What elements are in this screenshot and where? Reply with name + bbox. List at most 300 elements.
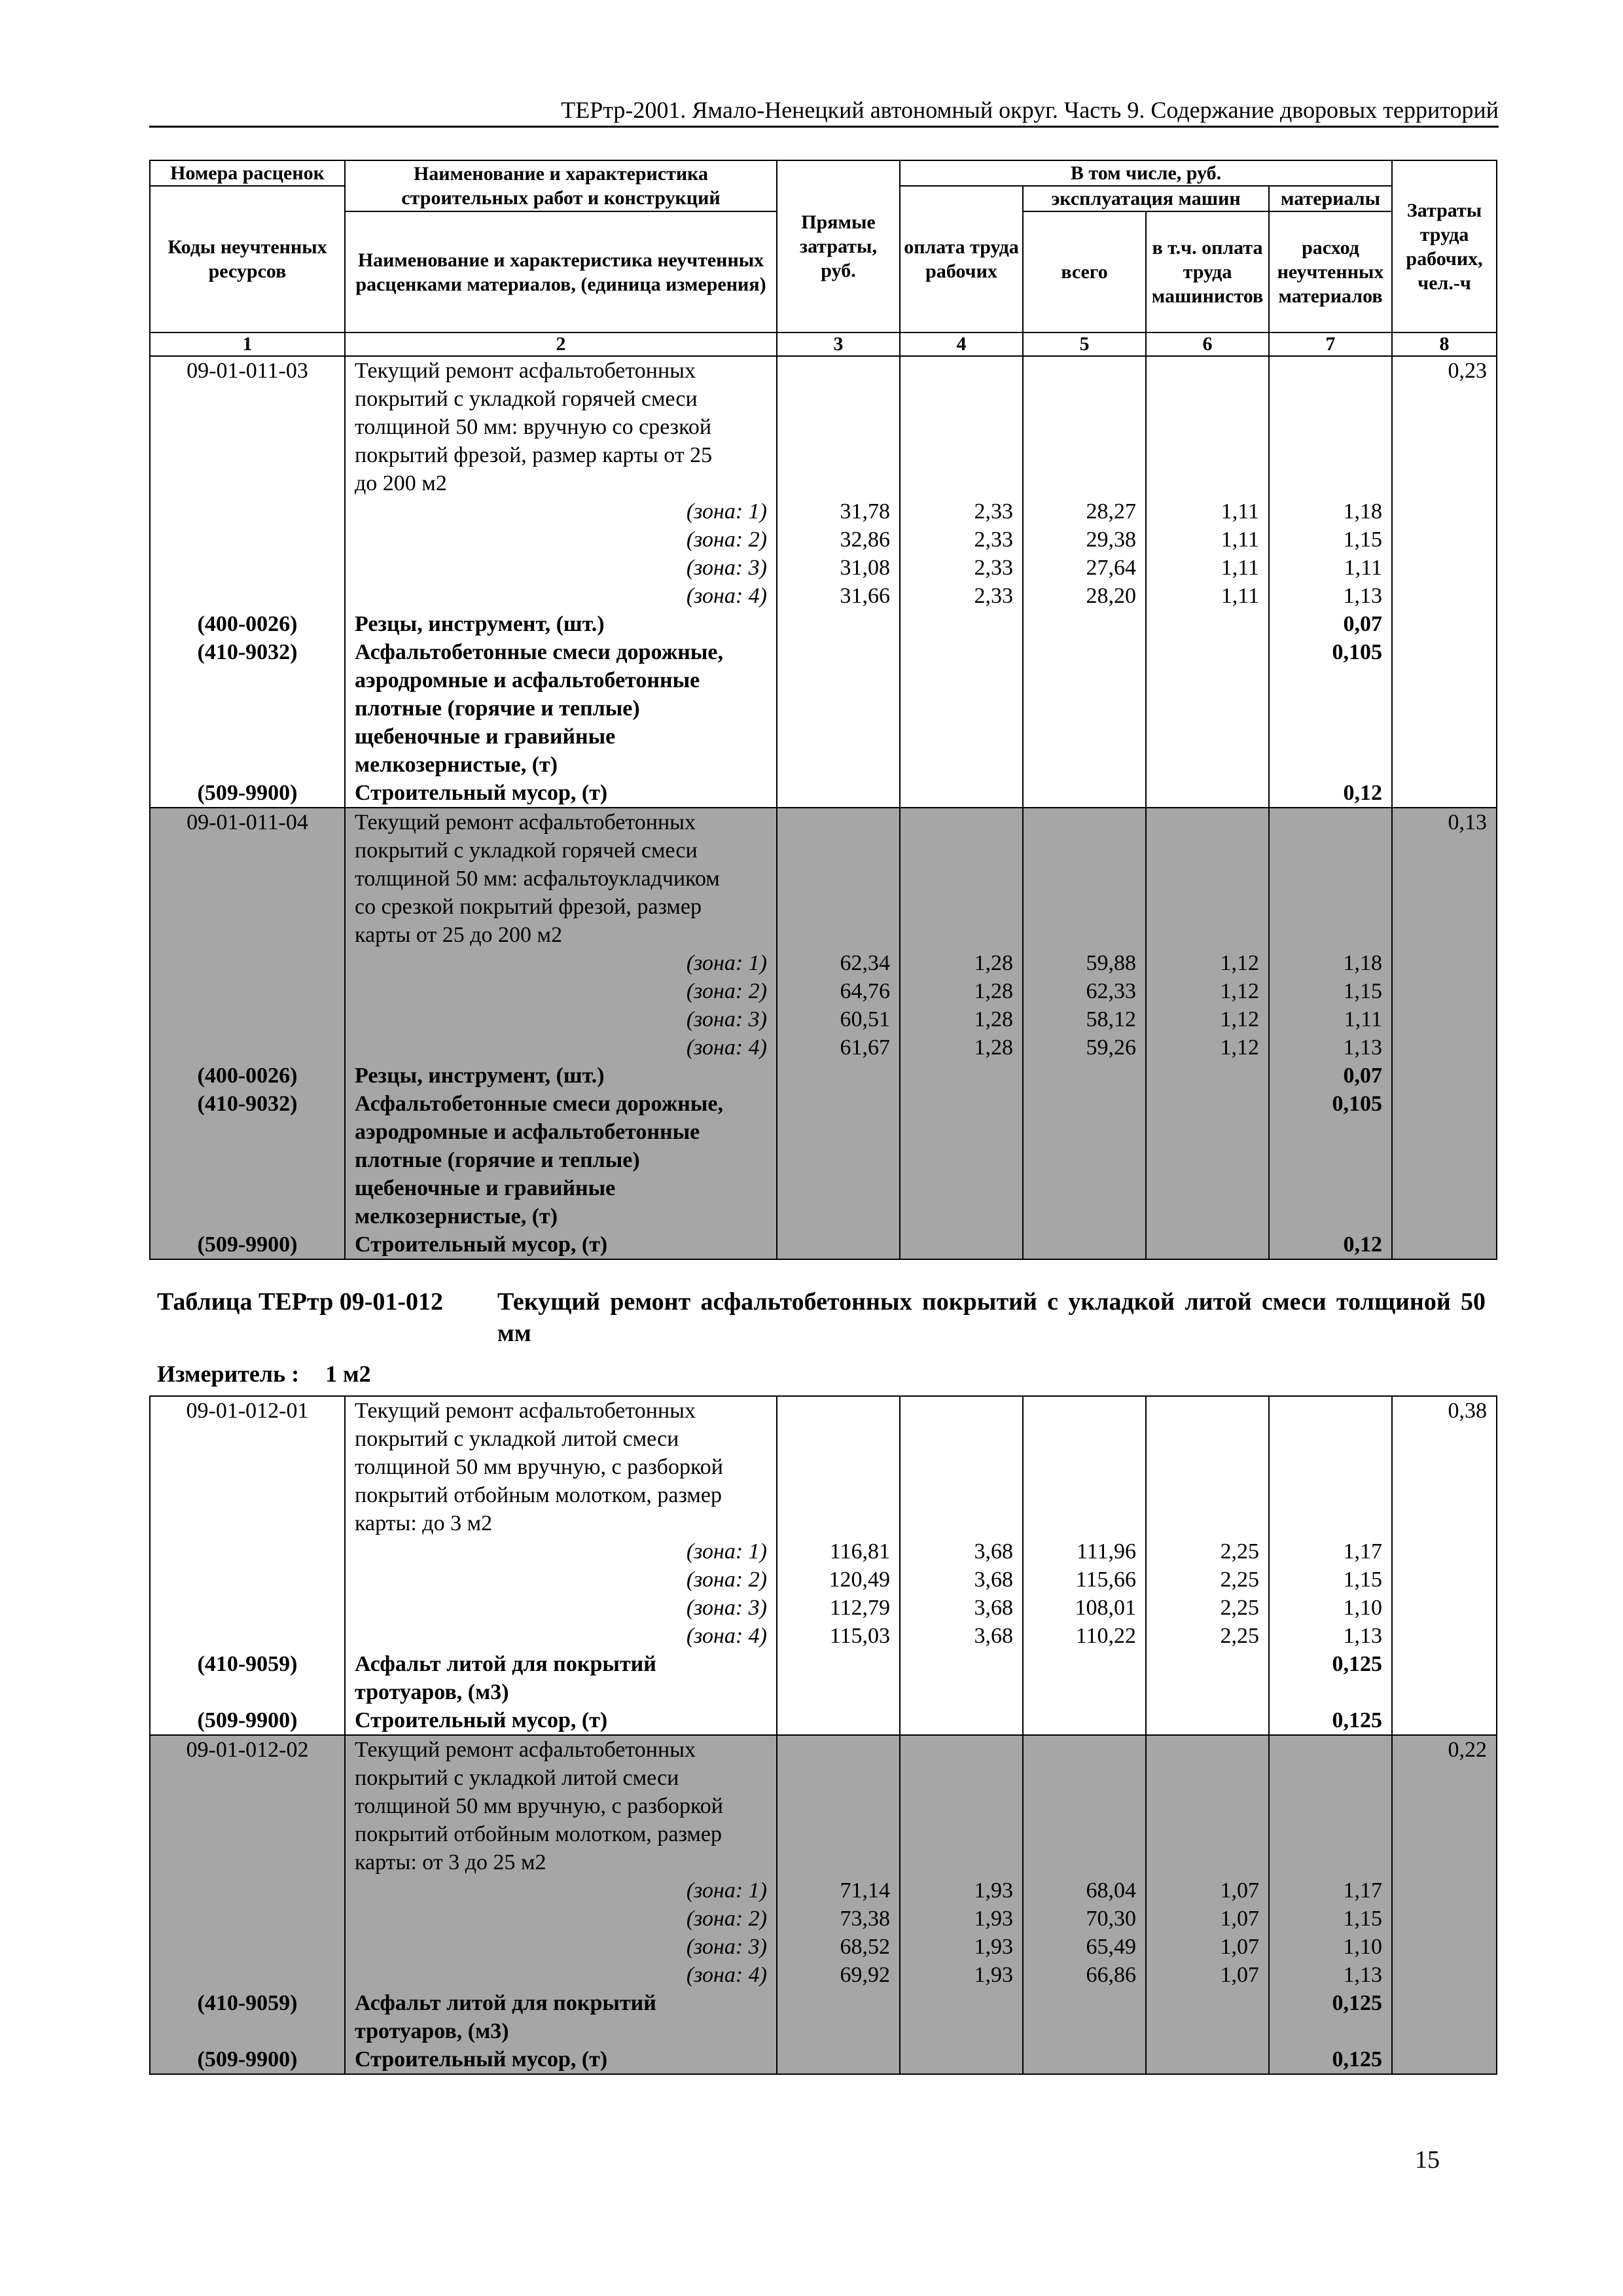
empty-cell xyxy=(1146,893,1269,921)
machines-total-value: 58,12 xyxy=(1023,1005,1146,1033)
empty-cell xyxy=(1023,413,1146,441)
empty-cell xyxy=(1146,1230,1269,1259)
empty-cell xyxy=(777,1090,900,1118)
empty-cell xyxy=(1023,1118,1146,1146)
rate-code: 09-01-011-04 xyxy=(150,808,345,836)
empty-cell xyxy=(150,1678,345,1706)
wage-value: 3,68 xyxy=(900,1566,1023,1594)
empty-cell xyxy=(150,1594,345,1622)
direct-cost-value: 120,49 xyxy=(777,1566,900,1594)
empty-cell xyxy=(150,1174,345,1202)
empty-cell xyxy=(900,1481,1023,1509)
empty-cell xyxy=(1023,1146,1146,1174)
wage-value: 1,28 xyxy=(900,949,1023,977)
empty-cell xyxy=(1269,1146,1392,1174)
empty-cell xyxy=(1023,1706,1146,1735)
work-description-line: толщиной 50 мм: асфальтоукладчиком xyxy=(345,865,777,893)
empty-cell xyxy=(1269,1848,1392,1876)
direct-cost-value: 62,34 xyxy=(777,949,900,977)
table-head xyxy=(150,160,1497,356)
direct-cost-value: 68,52 xyxy=(777,1933,900,1961)
work-description-line: Текущий ремонт асфальтобетонных xyxy=(345,1396,777,1425)
head-work-name: Наименование и характеристика строительных работ и конструкций xyxy=(345,160,777,211)
resource-name-line: тротуаров, (м3) xyxy=(345,1678,777,1706)
zone-label: (зона: 2) xyxy=(345,1905,777,1933)
empty-cell xyxy=(777,469,900,497)
empty-cell xyxy=(1392,1566,1497,1594)
empty-cell xyxy=(777,2017,900,2045)
zone-label: (зона: 4) xyxy=(345,1961,777,1989)
head-materials: материалы xyxy=(1269,186,1392,211)
resource-name-line: Резцы, инструмент, (шт.) xyxy=(345,610,777,638)
empty-cell xyxy=(900,2045,1023,2074)
zone-label: (зона: 3) xyxy=(345,1005,777,1033)
work-description-line: карты от 25 до 200 м2 xyxy=(345,921,777,949)
head-labor-costs: Затраты труда рабочих, чел.-ч xyxy=(1392,160,1497,332)
resource-row xyxy=(150,751,1497,779)
empty-cell xyxy=(777,694,900,723)
empty-cell xyxy=(1146,1062,1269,1090)
col-number: 4 xyxy=(900,332,1023,356)
empty-cell xyxy=(150,469,345,497)
empty-cell xyxy=(1023,441,1146,469)
empty-cell xyxy=(1392,1146,1497,1174)
labor-cost-value: 0,38 xyxy=(1392,1396,1497,1425)
col-number: 1 xyxy=(150,332,345,356)
head-resource-codes: Коды неучтенных ресурсов xyxy=(150,186,345,332)
zone-row xyxy=(150,1622,1497,1650)
resource-quantity: 0,07 xyxy=(1269,1062,1392,1090)
empty-cell xyxy=(1392,836,1497,865)
empty-cell xyxy=(777,441,900,469)
empty-cell xyxy=(1146,1735,1269,1764)
head-wages: оплата труда рабочих xyxy=(900,186,1023,332)
empty-cell xyxy=(1023,1174,1146,1202)
empty-cell xyxy=(1392,1706,1497,1735)
direct-cost-value: 115,03 xyxy=(777,1622,900,1650)
machines-total-value: 59,88 xyxy=(1023,949,1146,977)
empty-cell xyxy=(1392,1453,1497,1481)
resource-quantity: 0,105 xyxy=(1269,1090,1392,1118)
empty-cell xyxy=(1269,413,1392,441)
empty-cell xyxy=(1146,1090,1269,1118)
empty-cell xyxy=(777,1848,900,1876)
empty-cell xyxy=(150,1905,345,1933)
wage-value: 1,28 xyxy=(900,1005,1023,1033)
empty-cell xyxy=(150,694,345,723)
machines-total-value: 29,38 xyxy=(1023,526,1146,554)
resource-quantity: 0,125 xyxy=(1269,2045,1392,2074)
empty-cell xyxy=(150,2017,345,2045)
empty-cell xyxy=(900,413,1023,441)
empty-cell xyxy=(1023,694,1146,723)
machines-total-value: 65,49 xyxy=(1023,1933,1146,1961)
empty-cell xyxy=(150,1622,345,1650)
rates-table-09-01-012 xyxy=(149,1395,1497,2075)
materials-value: 1,13 xyxy=(1269,1961,1392,1989)
empty-cell xyxy=(777,1989,900,2017)
empty-cell xyxy=(1146,694,1269,723)
empty-cell xyxy=(777,666,900,694)
empty-cell xyxy=(1392,2017,1497,2045)
materials-value: 1,15 xyxy=(1269,1905,1392,1933)
wage-value: 1,93 xyxy=(900,1933,1023,1961)
empty-cell xyxy=(1146,1820,1269,1848)
empty-cell xyxy=(777,1146,900,1174)
empty-cell xyxy=(1392,385,1497,413)
work-description-line: карты: от 3 до 25 м2 xyxy=(345,1848,777,1876)
zone-label: (зона: 1) xyxy=(345,497,777,526)
resource-name-line: Строительный мусор, (т) xyxy=(345,1230,777,1259)
empty-cell xyxy=(900,469,1023,497)
wage-value: 1,28 xyxy=(900,977,1023,1005)
empty-cell xyxy=(1392,723,1497,751)
resource-name-line: плотные (горячие и теплые) xyxy=(345,1146,777,1174)
resource-quantity: 0,125 xyxy=(1269,1989,1392,2017)
resource-name-line: Асфальтобетонные смеси дорожные, xyxy=(345,1090,777,1118)
empty-cell xyxy=(900,723,1023,751)
empty-cell xyxy=(900,1678,1023,1706)
empty-cell xyxy=(900,1146,1023,1174)
materials-value: 1,15 xyxy=(1269,977,1392,1005)
empty-cell xyxy=(1023,1202,1146,1230)
empty-cell xyxy=(1146,1396,1269,1425)
empty-cell xyxy=(1392,893,1497,921)
empty-cell xyxy=(150,1146,345,1174)
empty-cell xyxy=(777,1425,900,1453)
empty-cell xyxy=(1146,1453,1269,1481)
empty-cell xyxy=(150,1933,345,1961)
col-number: 8 xyxy=(1392,332,1497,356)
empty-cell xyxy=(1023,1792,1146,1820)
empty-cell xyxy=(1392,526,1497,554)
work-description-line: толщиной 50 мм: вручную со срезкой xyxy=(345,413,777,441)
empty-cell xyxy=(150,526,345,554)
machines-total-value: 115,66 xyxy=(1023,1566,1146,1594)
materials-value: 1,13 xyxy=(1269,1622,1392,1650)
machines-total-value: 70,30 xyxy=(1023,1905,1146,1933)
empty-cell xyxy=(1146,441,1269,469)
empty-cell xyxy=(1392,1202,1497,1230)
resource-code: (509-9900) xyxy=(150,2045,345,2074)
empty-cell xyxy=(900,1396,1023,1425)
resource-name-line: Асфальт литой для покрытий xyxy=(345,1650,777,1678)
empty-cell xyxy=(777,893,900,921)
machinist-wage-value: 1,07 xyxy=(1146,1933,1269,1961)
empty-cell xyxy=(900,1764,1023,1792)
work-description-line: покрытий фрезой, размер карты от 25 xyxy=(345,441,777,469)
table-row xyxy=(150,1453,1497,1481)
empty-cell xyxy=(1392,1481,1497,1509)
machines-total-value: 27,64 xyxy=(1023,554,1146,582)
empty-cell xyxy=(777,1453,900,1481)
table-row xyxy=(150,441,1497,469)
materials-value: 1,13 xyxy=(1269,582,1392,610)
empty-cell xyxy=(1146,1848,1269,1876)
work-description-line: покрытий с укладкой литой смеси xyxy=(345,1425,777,1453)
empty-cell xyxy=(1269,893,1392,921)
empty-cell xyxy=(1146,1706,1269,1735)
machinist-wage-value: 2,25 xyxy=(1146,1566,1269,1594)
resource-row xyxy=(150,1678,1497,1706)
empty-cell xyxy=(1146,1118,1269,1146)
empty-cell xyxy=(1392,1820,1497,1848)
measure-value: 1 м2 xyxy=(325,1361,371,1387)
running-header: ТЕРтр-2001. Ямало-Ненецкий автономный округ. Часть 9. Содержание дворовых территорий xyxy=(149,97,1499,128)
empty-cell xyxy=(1023,356,1146,385)
materials-value: 1,11 xyxy=(1269,554,1392,582)
empty-cell xyxy=(150,1425,345,1453)
rates-table-09-01-011 xyxy=(149,160,1497,1260)
resource-row xyxy=(150,638,1497,666)
empty-cell xyxy=(150,1033,345,1062)
resource-quantity: 0,12 xyxy=(1269,779,1392,808)
table-row xyxy=(150,1792,1497,1820)
resource-quantity: 0,07 xyxy=(1269,610,1392,638)
empty-cell xyxy=(1146,723,1269,751)
empty-cell xyxy=(150,1820,345,1848)
direct-cost-value: 31,78 xyxy=(777,497,900,526)
empty-cell xyxy=(1392,1230,1497,1259)
empty-cell xyxy=(1392,1594,1497,1622)
empty-cell xyxy=(1392,921,1497,949)
empty-cell xyxy=(1023,1425,1146,1453)
empty-cell xyxy=(900,1425,1023,1453)
empty-cell xyxy=(777,1678,900,1706)
empty-cell xyxy=(1269,808,1392,836)
empty-cell xyxy=(1023,723,1146,751)
empty-cell xyxy=(1146,469,1269,497)
empty-cell xyxy=(150,1005,345,1033)
empty-cell xyxy=(150,1202,345,1230)
resource-code: (410-9032) xyxy=(150,638,345,666)
resource-name-line: щебеночные и гравийные xyxy=(345,1174,777,1202)
empty-cell xyxy=(900,779,1023,808)
resource-row xyxy=(150,610,1497,638)
empty-cell xyxy=(777,1792,900,1820)
zone-row xyxy=(150,1933,1497,1961)
zone-label: (зона: 1) xyxy=(345,949,777,977)
head-material-name: Наименование и характеристика неучтенных расценками материалов, (единица измерения) xyxy=(345,211,777,332)
empty-cell xyxy=(1392,1933,1497,1961)
empty-cell xyxy=(1023,836,1146,865)
empty-cell xyxy=(1023,1090,1146,1118)
rate-code: 09-01-011-03 xyxy=(150,356,345,385)
empty-cell xyxy=(1023,779,1146,808)
empty-cell xyxy=(150,1792,345,1820)
table-body xyxy=(150,1396,1497,2074)
empty-cell xyxy=(150,1764,345,1792)
resource-quantity: 0,125 xyxy=(1269,1706,1392,1735)
empty-cell xyxy=(1023,638,1146,666)
work-description-line: карты: до 3 м2 xyxy=(345,1509,777,1537)
table-row xyxy=(150,1396,1497,1425)
zone-row xyxy=(150,1905,1497,1933)
machines-total-value: 108,01 xyxy=(1023,1594,1146,1622)
empty-cell xyxy=(900,1509,1023,1537)
head-machinist-wages: в т.ч. оплата труда машинистов xyxy=(1146,211,1269,332)
resource-name-line: мелкозернистые, (т) xyxy=(345,751,777,779)
work-description-line: Текущий ремонт асфальтобетонных xyxy=(345,808,777,836)
empty-cell xyxy=(150,1566,345,1594)
empty-cell xyxy=(1392,638,1497,666)
empty-cell xyxy=(900,836,1023,865)
materials-value: 1,18 xyxy=(1269,949,1392,977)
machinist-wage-value: 1,12 xyxy=(1146,1033,1269,1062)
empty-cell xyxy=(150,1118,345,1146)
empty-cell xyxy=(900,893,1023,921)
empty-cell xyxy=(777,1481,900,1509)
empty-cell xyxy=(1023,610,1146,638)
resource-name-line: Строительный мусор, (т) xyxy=(345,779,777,808)
empty-cell xyxy=(900,1453,1023,1481)
machinist-wage-value: 1,07 xyxy=(1146,1961,1269,1989)
empty-cell xyxy=(900,1230,1023,1259)
zone-label: (зона: 3) xyxy=(345,1594,777,1622)
empty-cell xyxy=(1392,1118,1497,1146)
empty-cell xyxy=(1146,1425,1269,1453)
resource-row xyxy=(150,1090,1497,1118)
rate-code: 09-01-012-02 xyxy=(150,1735,345,1764)
machines-total-value: 59,26 xyxy=(1023,1033,1146,1062)
empty-cell xyxy=(150,666,345,694)
empty-cell xyxy=(1269,1425,1392,1453)
empty-cell xyxy=(777,779,900,808)
empty-cell xyxy=(1023,751,1146,779)
resource-code: (509-9900) xyxy=(150,1230,345,1259)
empty-cell xyxy=(900,1848,1023,1876)
empty-cell xyxy=(1269,441,1392,469)
empty-cell xyxy=(1392,1090,1497,1118)
empty-cell xyxy=(1146,1764,1269,1792)
wage-value: 2,33 xyxy=(900,497,1023,526)
empty-cell xyxy=(1146,1202,1269,1230)
empty-cell xyxy=(900,1820,1023,1848)
head-material-consumption: расход неучтенных материалов xyxy=(1269,211,1392,332)
empty-cell xyxy=(1269,356,1392,385)
resource-name-line: Строительный мусор, (т) xyxy=(345,1706,777,1735)
resource-code: (400-0026) xyxy=(150,1062,345,1090)
empty-cell xyxy=(1146,2045,1269,2074)
empty-cell xyxy=(1269,385,1392,413)
empty-cell xyxy=(777,723,900,751)
empty-cell xyxy=(1269,1481,1392,1509)
empty-cell xyxy=(1269,865,1392,893)
zone-row xyxy=(150,1033,1497,1062)
wage-value: 3,68 xyxy=(900,1537,1023,1566)
direct-cost-value: 32,86 xyxy=(777,526,900,554)
materials-value: 1,13 xyxy=(1269,1033,1392,1062)
direct-cost-value: 61,67 xyxy=(777,1033,900,1062)
empty-cell xyxy=(777,1820,900,1848)
empty-cell xyxy=(900,1174,1023,1202)
empty-cell xyxy=(1023,865,1146,893)
labor-cost-value: 0,23 xyxy=(1392,356,1497,385)
empty-cell xyxy=(1392,413,1497,441)
empty-cell xyxy=(900,1706,1023,1735)
empty-cell xyxy=(777,1396,900,1425)
resource-name-line: щебеночные и гравийные xyxy=(345,723,777,751)
table-row xyxy=(150,1509,1497,1537)
empty-cell xyxy=(777,1509,900,1537)
empty-cell xyxy=(1269,1174,1392,1202)
empty-cell xyxy=(1023,385,1146,413)
direct-cost-value: 64,76 xyxy=(777,977,900,1005)
resource-quantity: 0,125 xyxy=(1269,1650,1392,1678)
zone-row xyxy=(150,1537,1497,1566)
empty-cell xyxy=(900,2017,1023,2045)
empty-cell xyxy=(1146,1146,1269,1174)
resource-row xyxy=(150,1650,1497,1678)
zone-label: (зона: 1) xyxy=(345,1537,777,1566)
empty-cell xyxy=(1146,865,1269,893)
col-number: 7 xyxy=(1269,332,1392,356)
empty-cell xyxy=(1023,1735,1146,1764)
empty-cell xyxy=(1392,1764,1497,1792)
empty-cell xyxy=(1146,1481,1269,1509)
empty-cell xyxy=(1392,1848,1497,1876)
wage-value: 1,28 xyxy=(900,1033,1023,1062)
machines-total-value: 28,27 xyxy=(1023,497,1146,526)
machines-total-value: 66,86 xyxy=(1023,1961,1146,1989)
empty-cell xyxy=(1392,666,1497,694)
empty-cell xyxy=(1269,1202,1392,1230)
measure-label: Измеритель : xyxy=(157,1361,300,1387)
empty-cell xyxy=(777,1650,900,1678)
empty-cell xyxy=(1146,808,1269,836)
table-row xyxy=(150,1848,1497,1876)
materials-value: 1,15 xyxy=(1269,526,1392,554)
empty-cell xyxy=(900,1090,1023,1118)
empty-cell xyxy=(1392,865,1497,893)
empty-cell xyxy=(1392,1033,1497,1062)
zone-label: (зона: 1) xyxy=(345,1876,777,1905)
empty-cell xyxy=(150,723,345,751)
empty-cell xyxy=(777,808,900,836)
empty-cell xyxy=(777,638,900,666)
empty-cell xyxy=(1269,751,1392,779)
empty-cell xyxy=(1023,1062,1146,1090)
table-row xyxy=(150,836,1497,865)
work-description-line: покрытий отбойным молотком, размер xyxy=(345,1481,777,1509)
empty-cell xyxy=(150,441,345,469)
col-number: 5 xyxy=(1023,332,1146,356)
page-number: 15 xyxy=(1415,2146,1440,2174)
empty-cell xyxy=(777,1735,900,1764)
empty-cell xyxy=(1023,2017,1146,2045)
empty-cell xyxy=(150,1961,345,1989)
wage-value: 1,93 xyxy=(900,1961,1023,1989)
empty-cell xyxy=(1146,385,1269,413)
empty-cell xyxy=(1023,1989,1146,2017)
empty-cell xyxy=(900,1792,1023,1820)
empty-cell xyxy=(1392,2045,1497,2074)
empty-cell xyxy=(1392,1905,1497,1933)
machinist-wage-value: 1,12 xyxy=(1146,949,1269,977)
empty-cell xyxy=(1392,1622,1497,1650)
direct-cost-value: 116,81 xyxy=(777,1537,900,1566)
machinist-wage-value: 1,07 xyxy=(1146,1905,1269,1933)
resource-row xyxy=(150,1146,1497,1174)
empty-cell xyxy=(1392,977,1497,1005)
empty-cell xyxy=(1392,1062,1497,1090)
zone-row xyxy=(150,1594,1497,1622)
empty-cell xyxy=(150,1453,345,1481)
resource-row xyxy=(150,723,1497,751)
col-number: 6 xyxy=(1146,332,1269,356)
work-description-line: со срезкой покрытий фрезой, размер xyxy=(345,893,777,921)
materials-value: 1,11 xyxy=(1269,1005,1392,1033)
